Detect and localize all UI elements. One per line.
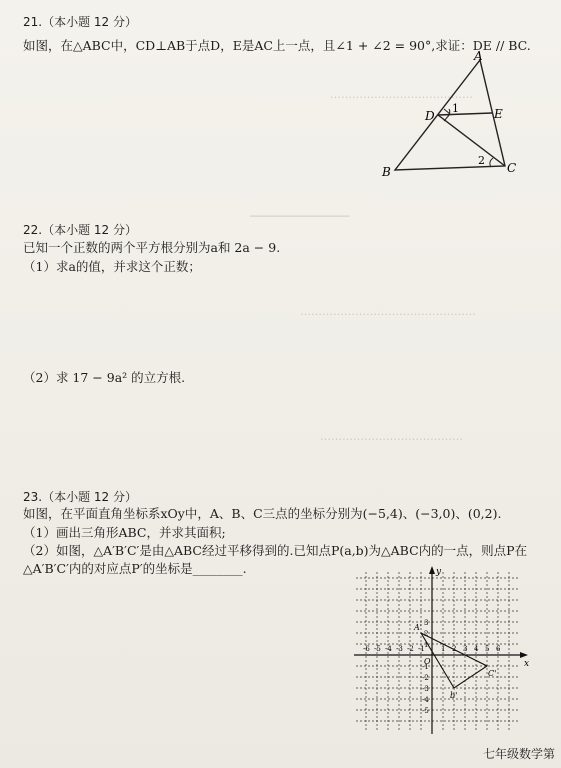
bleed-through-text: ─────────────── — [250, 210, 350, 223]
x-tick: -2 — [407, 645, 414, 653]
x-tick: -5 — [374, 645, 381, 653]
segment-de — [438, 113, 492, 115]
label-angle-1: 1 — [452, 102, 459, 115]
bleed-through-text: ………………………………………… — [300, 305, 476, 318]
q23-part2-line2: △A′B′C′内的对应点P′的坐标是________. — [23, 561, 247, 576]
bleed-through-text: ………………………………… — [330, 88, 473, 101]
q23-statement: 如图，在平面直角坐标系xOy中，A、B、C三点的坐标分别为(−5,4)、(−3,0)、(0,2). — [23, 506, 502, 521]
x-tick: -6 — [363, 645, 370, 653]
label-b-prime: b' — [450, 691, 458, 700]
q22-statement: 已知一个正数的两个平方根分别为a和 2a − 9. — [23, 240, 281, 255]
label-c-prime: C' — [488, 669, 497, 678]
y-tick: 1 — [424, 641, 429, 649]
q23-part2-line1: （2）如图，△A′B′C′是由△ABC经过平移得到的.已知点P(a,b)为△ABC内的一点，则点P在 — [23, 543, 528, 558]
y-tick-labels — [422, 619, 429, 715]
y-tick: 3 — [424, 619, 429, 627]
y-tick: -5 — [422, 707, 429, 715]
label-e: E — [494, 107, 503, 121]
x-tick: 5 — [485, 645, 490, 653]
x-tick: 1 — [441, 645, 446, 653]
x-tick: -1 — [418, 645, 425, 653]
y-axis-arrow — [429, 566, 435, 574]
x-axis-label: x — [524, 659, 530, 669]
x-tick: -4 — [385, 645, 392, 653]
q21-triangle-figure — [375, 48, 525, 183]
origin-label: O — [424, 657, 431, 666]
label-c: C — [507, 161, 517, 175]
x-tick: 3 — [463, 645, 468, 653]
q21-statement: 如图，在△ABC中，CD⊥AB于点D，E是AC上一点，且∠1 + ∠2 = 90°,求证：DE // BC. — [23, 38, 531, 53]
y-tick: -1 — [422, 663, 429, 671]
label-a-prime: A' — [414, 623, 422, 632]
angle-2-arc — [490, 158, 493, 167]
y-tick: -3 — [422, 685, 429, 693]
q22-header: 22.（本小题 12 分） — [23, 223, 137, 237]
label-a: A — [474, 49, 483, 63]
q22-part1: （1）求a的值，并求这个正数； — [23, 259, 201, 274]
label-angle-2: 2 — [478, 154, 485, 167]
y-tick: -2 — [422, 674, 429, 682]
label-d: D — [425, 109, 435, 123]
q22-part2: （2）求 17 − 9a² 的立方根. — [23, 370, 186, 385]
q23-header: 23.（本小题 12 分） — [23, 490, 137, 504]
x-tick: 6 — [496, 645, 501, 653]
x-tick: 2 — [452, 645, 457, 653]
label-b: B — [382, 165, 391, 179]
x-tick: -3 — [396, 645, 403, 653]
y-tick: 2 — [424, 630, 429, 638]
y-axis-label: y — [436, 567, 442, 577]
q23-coordinate-grid — [352, 566, 532, 736]
bleed-through-text: ………………………………… — [320, 430, 463, 443]
x-axis-arrow — [520, 652, 528, 658]
q21-header: 21.（本小题 12 分） — [23, 15, 137, 29]
page-footer: 七年级数学第 — [482, 747, 555, 761]
q23-part1: （1）画出三角形ABC，并求其面积; — [23, 525, 226, 540]
y-tick: -4 — [422, 696, 429, 704]
x-tick: 4 — [474, 645, 479, 653]
